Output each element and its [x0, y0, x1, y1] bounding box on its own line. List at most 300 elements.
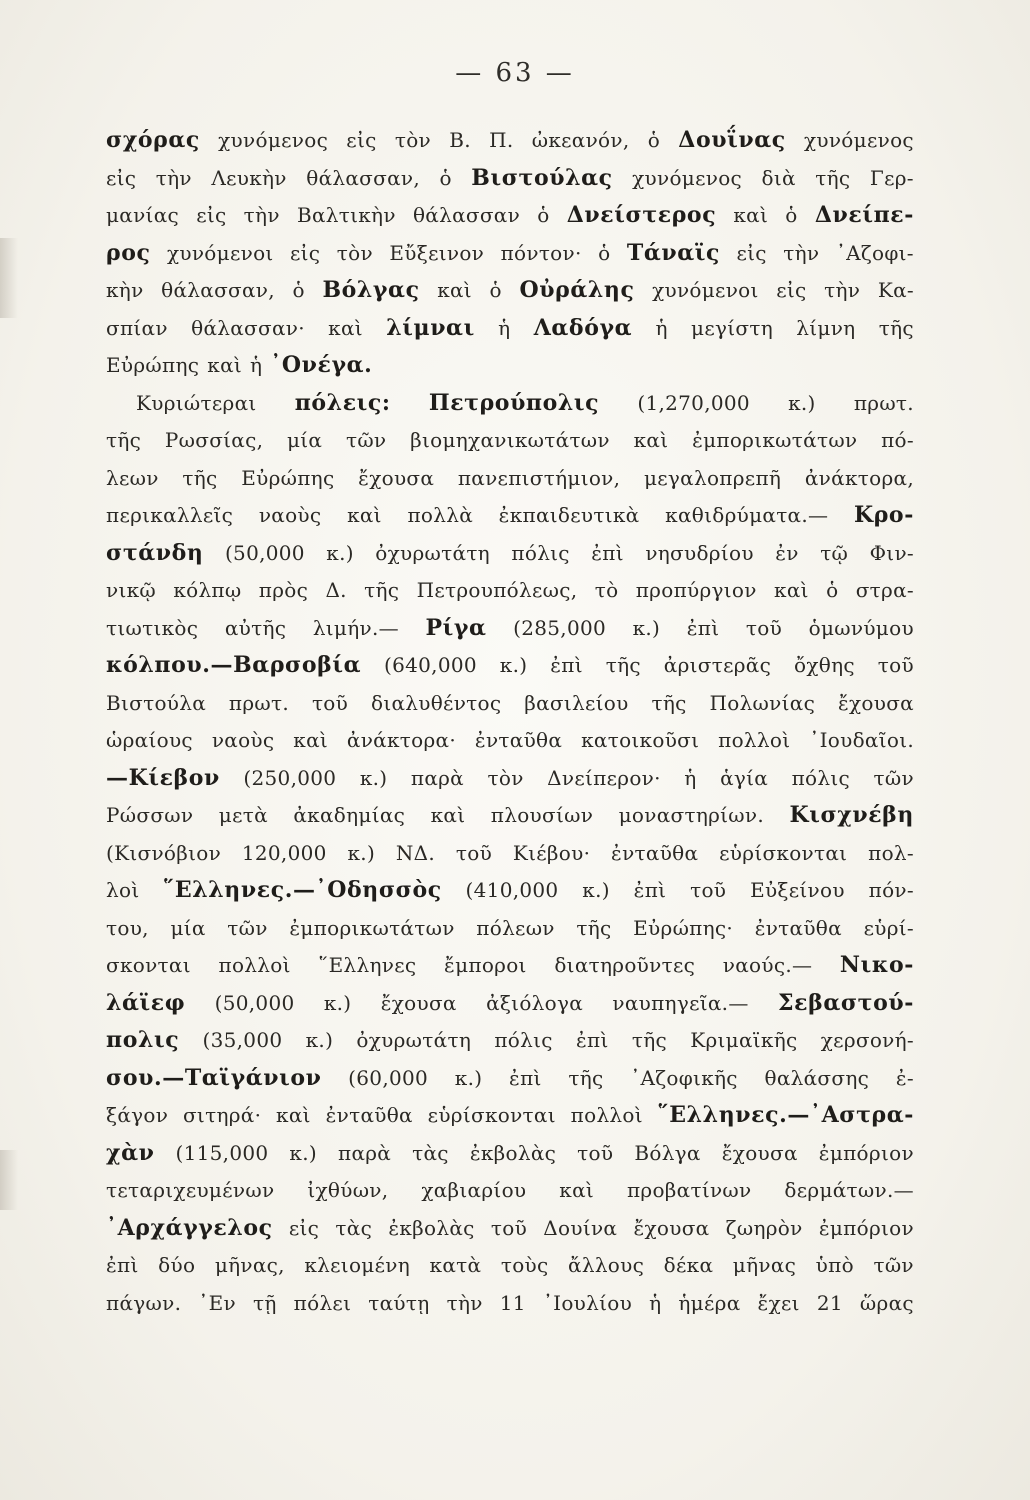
word: ἐκβολὰς	[469, 1140, 557, 1165]
word: χυνόμενος	[803, 128, 914, 152]
word: τῆς	[568, 1065, 604, 1090]
word: Εὔξεινον	[389, 240, 485, 265]
word: τὸν	[336, 240, 373, 265]
word: Δ.	[325, 578, 347, 602]
word: ἐνταῦθα	[754, 915, 842, 940]
word: βιομηχανικωτάτων	[410, 428, 610, 452]
word: τὸν	[394, 128, 431, 152]
word: Εὐρώπης	[241, 465, 335, 490]
headword: σχόρας	[106, 127, 200, 153]
word: (250,000	[243, 765, 337, 790]
word: τὴν	[155, 165, 192, 190]
word: νικῷ	[106, 578, 157, 602]
word: θάλασσαν	[412, 203, 521, 227]
word: τῆς	[605, 653, 641, 677]
word: ἐμπορικωτάτων	[692, 428, 858, 452]
word: ὡραίους	[106, 728, 193, 752]
word: κ.)	[289, 1140, 317, 1165]
word: καὶ	[733, 203, 769, 227]
text-line	[106, 910, 914, 948]
word: ῞Ελληνες	[318, 953, 417, 977]
word: ταύτῃ	[368, 1290, 430, 1315]
word: ἔχουσα	[837, 690, 914, 715]
word: (285,000	[513, 615, 607, 640]
word: Κιέβου·	[512, 840, 591, 865]
word: χερσονή-	[820, 1028, 914, 1052]
word: 11	[499, 1290, 526, 1315]
word: τῶν	[345, 428, 387, 452]
word: θαλάσσης	[764, 1065, 870, 1090]
text-line	[106, 235, 914, 273]
word: νησυδρίου	[645, 540, 754, 565]
word: εὑρίσκονται	[719, 840, 848, 865]
word: στρα-	[855, 578, 914, 602]
word: Κριμαϊκῆς	[690, 1028, 798, 1052]
text-line	[106, 422, 914, 460]
word: τὴν	[446, 1290, 483, 1315]
headword: —Κίεβον	[106, 764, 220, 791]
headword: ῞Ελληνες.—᾿Αστρα-	[657, 1102, 914, 1128]
word: Β.	[449, 128, 471, 152]
word: ἔχουσα	[721, 1140, 798, 1165]
word: του,	[106, 915, 149, 940]
headword: Λαδόγα	[533, 314, 633, 341]
word: τοῦ	[690, 878, 727, 902]
word: ἐκβολὰς	[388, 1215, 475, 1240]
word: Π.	[489, 128, 514, 152]
word: τὴν	[783, 240, 820, 265]
word: πόλεων	[476, 915, 555, 940]
word: μῆνας	[732, 1253, 797, 1277]
word: Βαλτικὴν	[296, 203, 396, 227]
word: ἡ	[498, 315, 511, 340]
text-line	[106, 1285, 914, 1323]
word: Κυριώτεραι	[136, 390, 257, 415]
word: ἐνταῦθα	[611, 840, 699, 865]
headword: Τάναϊς	[626, 239, 721, 266]
word: μανίας	[106, 203, 180, 227]
word: κ.)	[454, 1065, 483, 1090]
word: καὶ	[207, 353, 243, 377]
word: (Κισνόβιον	[106, 840, 222, 865]
word: (1,270,000	[637, 390, 750, 415]
word: Δουίνα	[543, 1215, 618, 1240]
word: ἰχθύων,	[307, 1178, 389, 1202]
word: ναοὺς	[211, 728, 275, 752]
word: ζωηρὸν	[725, 1215, 803, 1240]
word: ὀχυρωτάτη	[356, 1028, 472, 1052]
word: ΝΔ.	[395, 840, 436, 865]
headword: πολις	[106, 1027, 180, 1053]
word: ἔχουσα	[358, 465, 435, 490]
word: σκονται	[106, 953, 191, 977]
word: ὁ	[489, 278, 502, 302]
text-line	[106, 122, 914, 160]
headword: Κρο-	[853, 502, 914, 528]
word: ἀνάκτορα,	[804, 465, 914, 490]
word: κατὰ	[429, 1253, 482, 1277]
word: ἡ	[655, 315, 668, 340]
text-line	[106, 610, 914, 648]
word: δερμάτων.—	[784, 1178, 914, 1202]
headword: ᾿Ονέγα.	[270, 352, 373, 378]
word: καθιδρύματα.—	[665, 503, 829, 527]
word: Κα-	[877, 278, 914, 302]
word: καὶ	[559, 1178, 595, 1202]
word: μία	[286, 428, 323, 452]
headword: Δνείπε-	[814, 202, 914, 228]
headword: χὰν	[106, 1139, 155, 1166]
text-line	[106, 197, 914, 235]
word: (35,000	[202, 1028, 283, 1052]
text-line	[106, 947, 914, 985]
word: εὑρίσκονται	[427, 1103, 556, 1127]
word: (640,000	[384, 653, 477, 677]
word: προβατίνων	[626, 1178, 752, 1202]
word: τοῦ	[745, 615, 783, 640]
word: ἡ	[250, 353, 263, 377]
word: κ.)	[347, 840, 376, 865]
word: πόντον·	[500, 240, 582, 265]
headword: Ρίγα	[425, 614, 487, 641]
text-line	[106, 1210, 914, 1248]
word: ἔχουσα	[380, 990, 457, 1015]
word: βασιλείου	[524, 690, 629, 715]
word: μετὰ	[218, 803, 268, 827]
word: διαλυθέντος	[370, 690, 502, 715]
word: ἐμπόριον	[818, 1215, 914, 1240]
text-line	[106, 985, 914, 1023]
text-line	[106, 272, 914, 310]
headword: λίμναι	[386, 314, 475, 341]
word: ὄχθης	[794, 653, 855, 677]
word: παρὰ	[410, 765, 464, 790]
word: 120,000	[241, 840, 327, 865]
text-line	[106, 160, 914, 198]
headword: Σεβαστού-	[777, 989, 914, 1016]
word: τῆς	[631, 1028, 667, 1052]
headword: Βόλγας	[322, 277, 420, 303]
word: ὁ	[785, 203, 798, 227]
word: ἔχει	[757, 1290, 800, 1315]
word: ἐπὶ	[633, 878, 667, 902]
word: πρωτ.	[853, 390, 914, 415]
word: θάλασσαν,	[306, 165, 420, 190]
word: ἡ	[684, 765, 697, 790]
headword: ῞Ελληνες.—᾿Οδησσὸς	[163, 877, 442, 903]
word: χαβιαρίου	[421, 1178, 527, 1202]
word: πολλοὶ	[218, 953, 291, 977]
word: ἔχουσα	[633, 1215, 710, 1240]
word: Γερ-	[869, 165, 914, 190]
word: χυνόμενοι	[652, 278, 759, 302]
word: εἰς	[288, 1215, 320, 1240]
word: πρὸς	[258, 578, 309, 602]
text-line	[106, 872, 914, 910]
word: καὶ	[774, 578, 809, 602]
text-line	[106, 685, 914, 723]
word: κατοικοῦσι	[581, 728, 700, 752]
word: λεων	[106, 465, 159, 490]
word: δύο	[158, 1253, 196, 1277]
headword: στάνδη	[106, 539, 204, 566]
word: (50,000	[214, 990, 295, 1015]
page-edge-shadow	[0, 1150, 18, 1210]
page-edge-shadow	[0, 238, 18, 318]
word: χυνόμενος	[632, 165, 743, 190]
word: καὶ	[347, 503, 382, 527]
word: τὰς	[335, 1215, 373, 1240]
word: τῆς	[106, 428, 142, 452]
text-line	[106, 347, 914, 385]
word: ὑπὸ	[815, 1253, 854, 1277]
word: Ρώσσων	[106, 803, 194, 827]
word: μεγίστη	[691, 315, 773, 340]
page-number: — 63 —	[455, 58, 575, 88]
word: χυνόμενος	[218, 128, 329, 152]
word: ἐπὶ	[575, 1028, 609, 1052]
word: πόλει	[293, 1290, 352, 1315]
word: ἁγία	[720, 765, 769, 790]
word: ναούς.—	[722, 953, 813, 977]
headword: λάϊεφ	[106, 989, 186, 1016]
word: καὶ	[293, 728, 329, 752]
word: τοὺς	[500, 1253, 549, 1277]
word: πάγων.	[106, 1290, 182, 1315]
text-line	[106, 797, 914, 835]
word: Εὐρώπης·	[633, 915, 734, 940]
word: ὁ	[598, 240, 611, 265]
word: εὑρί-	[863, 915, 914, 940]
word: εἰς	[736, 240, 767, 265]
word: καὶ	[633, 428, 669, 452]
word: τῷ	[820, 540, 849, 565]
word: μεγαλοπρεπῆ	[643, 465, 782, 490]
word: πολ-	[868, 840, 914, 865]
word: Λευκὴν	[211, 165, 287, 190]
headword: Δουΐνας	[678, 127, 786, 153]
word: σπίαν	[106, 315, 168, 340]
text-line	[106, 1247, 914, 1285]
word: λίμνη	[796, 315, 856, 340]
word: κ.)	[305, 1028, 334, 1052]
text-line	[106, 572, 914, 610]
word: ἐμπόριον	[818, 1140, 914, 1165]
word: καὶ	[430, 803, 466, 827]
word: ὁ	[647, 128, 661, 152]
word: Βόλγα	[634, 1140, 701, 1165]
word: χυνόμενοι	[166, 240, 274, 265]
headword: Βιστούλας	[471, 164, 613, 191]
word: (115,000	[175, 1140, 269, 1165]
word: Πολωνίας	[709, 690, 816, 715]
headword: Πετρούπολις	[428, 389, 600, 416]
word: ἀνάκτορα·	[346, 728, 457, 752]
word: διὰ	[761, 165, 796, 190]
headword: Δνείστερος	[566, 202, 717, 228]
word: ἀξιόλογα	[486, 990, 584, 1015]
word: καὶ	[437, 278, 472, 302]
word: ἔμποροι	[444, 953, 527, 977]
word: μῆνας,	[214, 1253, 285, 1277]
word: ὁ	[439, 165, 452, 190]
word: Δνείπερον·	[547, 765, 661, 790]
text-line	[106, 1060, 914, 1098]
text-line	[106, 647, 914, 685]
word: 21	[816, 1290, 843, 1315]
word: ᾿Ιουδαῖοι.	[809, 728, 914, 752]
word: ὁ	[826, 578, 839, 602]
word: ἐπὶ	[591, 540, 624, 565]
word: πρωτ.	[228, 690, 290, 715]
text-line	[106, 310, 914, 348]
word: ἄλλους	[568, 1253, 645, 1277]
word: (410,000	[465, 878, 559, 902]
word: ἐπὶ	[686, 615, 720, 640]
word: ἡ	[649, 1290, 662, 1315]
word: τεταριχευμένων	[106, 1178, 275, 1202]
word: ᾿Αζοφικῆς	[630, 1065, 738, 1090]
word: προπύργιον	[635, 578, 757, 602]
word: τοῦ	[311, 690, 349, 715]
word: μία	[170, 915, 206, 940]
word: Εὐρώπης	[106, 353, 200, 377]
word: κ.)	[359, 765, 388, 790]
word: (60,000	[348, 1065, 429, 1090]
word: καὶ	[328, 315, 363, 340]
word: ἐπὶ	[550, 653, 583, 677]
word: πόλις	[511, 540, 570, 565]
word: πολλὰ	[407, 503, 474, 527]
word: κὴν	[106, 278, 144, 302]
word: ὁ	[537, 203, 550, 227]
headword: σου.—Ταϊγάνιον	[106, 1064, 322, 1091]
word: ἐπὶ	[106, 1253, 139, 1277]
word: θάλασσαν·	[191, 315, 305, 340]
word: τὴν	[824, 278, 861, 302]
word: ὥρας	[859, 1290, 914, 1315]
word: πόν-	[868, 878, 914, 902]
word: τῶν	[873, 765, 914, 790]
word: κ.)	[499, 653, 528, 677]
headword: πόλεις:	[294, 389, 391, 416]
word: τῆς	[364, 578, 400, 602]
word: ναυπηγεῖα.—	[612, 990, 749, 1015]
text-line	[106, 460, 914, 498]
word: ἡμέρα	[678, 1290, 741, 1315]
text-line	[106, 385, 914, 423]
word: ὠκεανόν,	[531, 128, 630, 152]
word: λοὶ	[106, 878, 140, 902]
word: εἰς	[290, 240, 321, 265]
text-line	[106, 1097, 914, 1135]
word: Πετρουπόλεως,	[416, 578, 578, 602]
text-line	[106, 1022, 914, 1060]
word: εἰς	[346, 128, 377, 152]
word: τῆς	[182, 465, 218, 490]
word: κ.)	[788, 390, 816, 415]
word: ξάγον	[106, 1103, 169, 1127]
text-line	[106, 535, 914, 573]
word: ὀχυρωτάτη	[375, 540, 490, 565]
headword: κόλπου.—Βαρσοβία	[106, 652, 362, 678]
headword: ᾿Αρχάγγελος	[106, 1214, 273, 1241]
text-line	[106, 1172, 914, 1210]
word: τοῦ	[877, 653, 914, 677]
word: Εὐξείνου	[750, 878, 845, 902]
word: (50,000	[224, 540, 305, 565]
word: ἐκπαιδευτικὰ	[498, 503, 640, 527]
word: ἐμπορικωτάτων	[289, 915, 455, 940]
headword: Νικο-	[839, 952, 914, 978]
word: θάλασσαν,	[161, 278, 275, 302]
word: τὰς	[412, 1140, 449, 1165]
word: κόλπῳ	[173, 578, 242, 602]
word: πόλις	[791, 765, 851, 790]
word: ὁμωνύμου	[808, 615, 914, 640]
word: ᾿Αζοφι-	[835, 240, 914, 265]
text-line	[106, 1135, 914, 1173]
word: τῆς	[651, 690, 687, 715]
word: ᾿Εν	[198, 1290, 236, 1315]
word: Ρωσσίας,	[164, 428, 264, 452]
headword: ρος	[106, 239, 151, 266]
headword: Κισχνέβη	[789, 802, 914, 828]
word: τὸ	[594, 578, 619, 602]
word: τῆς	[576, 915, 612, 940]
word: ναοὺς	[258, 503, 322, 527]
word: τῶν	[873, 1253, 914, 1277]
word: Φιν-	[869, 540, 914, 565]
word: τοῦ	[455, 840, 493, 865]
word: ἐπὶ	[509, 1065, 542, 1090]
word: ὁ	[292, 278, 305, 302]
word: ἐ-	[895, 1065, 914, 1090]
word: πολλοὶ	[570, 1103, 643, 1127]
text-line	[106, 835, 914, 873]
word: Βιστούλα	[106, 690, 207, 715]
word: εἰς	[106, 165, 137, 190]
word: τοῦ	[490, 1215, 528, 1240]
word: τιωτικὸς	[106, 615, 199, 640]
word: ἐνταῦθα	[325, 1103, 413, 1127]
word: μοναστηρίων.	[618, 803, 765, 827]
word: εἰς	[776, 278, 807, 302]
word: πλουσίων	[490, 803, 594, 827]
text-line	[106, 722, 914, 760]
word: παρὰ	[338, 1140, 392, 1165]
word: κ.)	[632, 615, 661, 640]
word: αὐτῆς	[224, 615, 287, 640]
text-line	[106, 497, 914, 535]
word: πό-	[881, 428, 914, 452]
word: ἐν	[775, 540, 799, 565]
word: ἀκαδημίας	[293, 803, 406, 827]
word: τὸν	[487, 765, 524, 790]
word: πολλοὶ	[718, 728, 791, 752]
word: σιτηρά·	[182, 1103, 262, 1127]
word: πόλις	[494, 1028, 553, 1052]
word: κ.)	[323, 990, 352, 1015]
word: τοῦ	[577, 1140, 614, 1165]
headword: Οὐράλης	[519, 277, 635, 303]
text-line	[106, 760, 914, 798]
word: τῆς	[878, 315, 914, 340]
word: τὴν	[243, 203, 280, 227]
word: λιμήν.—	[312, 615, 399, 640]
word: διατηροῦντες	[554, 953, 696, 977]
body-text	[106, 122, 914, 1322]
